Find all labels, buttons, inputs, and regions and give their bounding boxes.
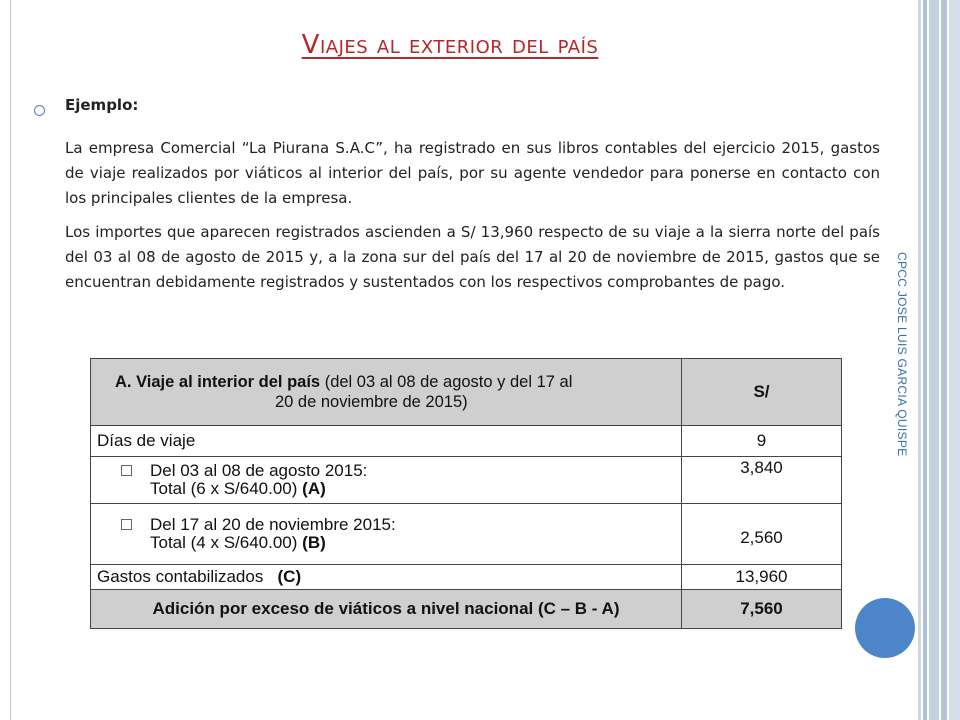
author-side-text: CPCC JOSE LUIS GARCIA QUISPE xyxy=(895,252,909,457)
row-b-line2: Total (4 x S/640.00) xyxy=(150,533,298,552)
row-a-line1: Del 03 al 08 de agosto 2015: xyxy=(150,461,368,480)
paragraph-2: Los importes que aparecen registrados ascienden a S/ 13,960 respecto de su viaje a la sierra norte del país del 03 al 08 de agosto de 2015 y, a la zona sur del país del 17 al 20 de noviembre de 2015, gastos que se encuentran debidamente registrados y sustentados con los respectivos comprobantes de pago. xyxy=(65,223,880,291)
decorative-circle xyxy=(855,598,915,658)
row-a-tag: (A) xyxy=(302,479,326,498)
slide-title: Viajes al exterior del país xyxy=(301,30,599,60)
row-b-line1: Del 17 al 20 de noviembre 2015: xyxy=(150,515,396,534)
row-a-description xyxy=(91,457,682,504)
gastos-value: 13,960 xyxy=(682,565,842,590)
header-description xyxy=(91,359,682,426)
row-a-value: 3,840 xyxy=(682,457,842,504)
dias-label: Días de viaje xyxy=(91,426,682,457)
right-decorative-bars xyxy=(918,0,960,720)
table-row xyxy=(91,565,842,590)
header-currency: S/ xyxy=(682,359,842,426)
gastos-tag: (C) xyxy=(277,567,302,586)
row-b-tag: (B) xyxy=(302,533,326,552)
table-total-row xyxy=(91,590,842,629)
header-line2: 20 de noviembre de 2015) xyxy=(275,393,468,411)
row-b-value: 2,560 xyxy=(682,504,842,565)
gastos-label: Gastos contabilizados xyxy=(97,567,264,586)
checkbox-icon xyxy=(121,519,132,530)
viaticos-table xyxy=(90,358,842,629)
table-row xyxy=(91,504,842,565)
table-row xyxy=(91,457,842,504)
header-rest: (del 03 al 08 de agosto y del 17 al xyxy=(320,373,573,391)
table-header-row xyxy=(91,359,842,426)
header-bold: A. Viaje al interior del país xyxy=(115,373,321,391)
table-row xyxy=(91,426,842,457)
dias-value: 9 xyxy=(682,426,842,457)
row-b-description xyxy=(91,504,682,565)
left-border-line xyxy=(10,0,11,720)
gastos-description xyxy=(91,565,682,590)
checkbox-icon xyxy=(121,465,132,476)
example-label: Ejemplo: xyxy=(65,96,139,114)
paragraph-1: La empresa Comercial “La Piurana S.A.C”, ha registrado en sus libros contables del ejercicio 2015, gastos de viaje realizados por viáticos al interior del país, por su agente vendedor para ponerse en contacto con los principales clientes de la empresa. xyxy=(65,139,880,207)
bullet-circle-icon xyxy=(34,105,45,116)
row-a-line2: Total (6 x S/640.00) xyxy=(150,479,298,498)
final-value: 7,560 xyxy=(682,590,842,629)
final-label: Adición por exceso de viáticos a nivel nacional (C – B - A) xyxy=(91,590,682,629)
